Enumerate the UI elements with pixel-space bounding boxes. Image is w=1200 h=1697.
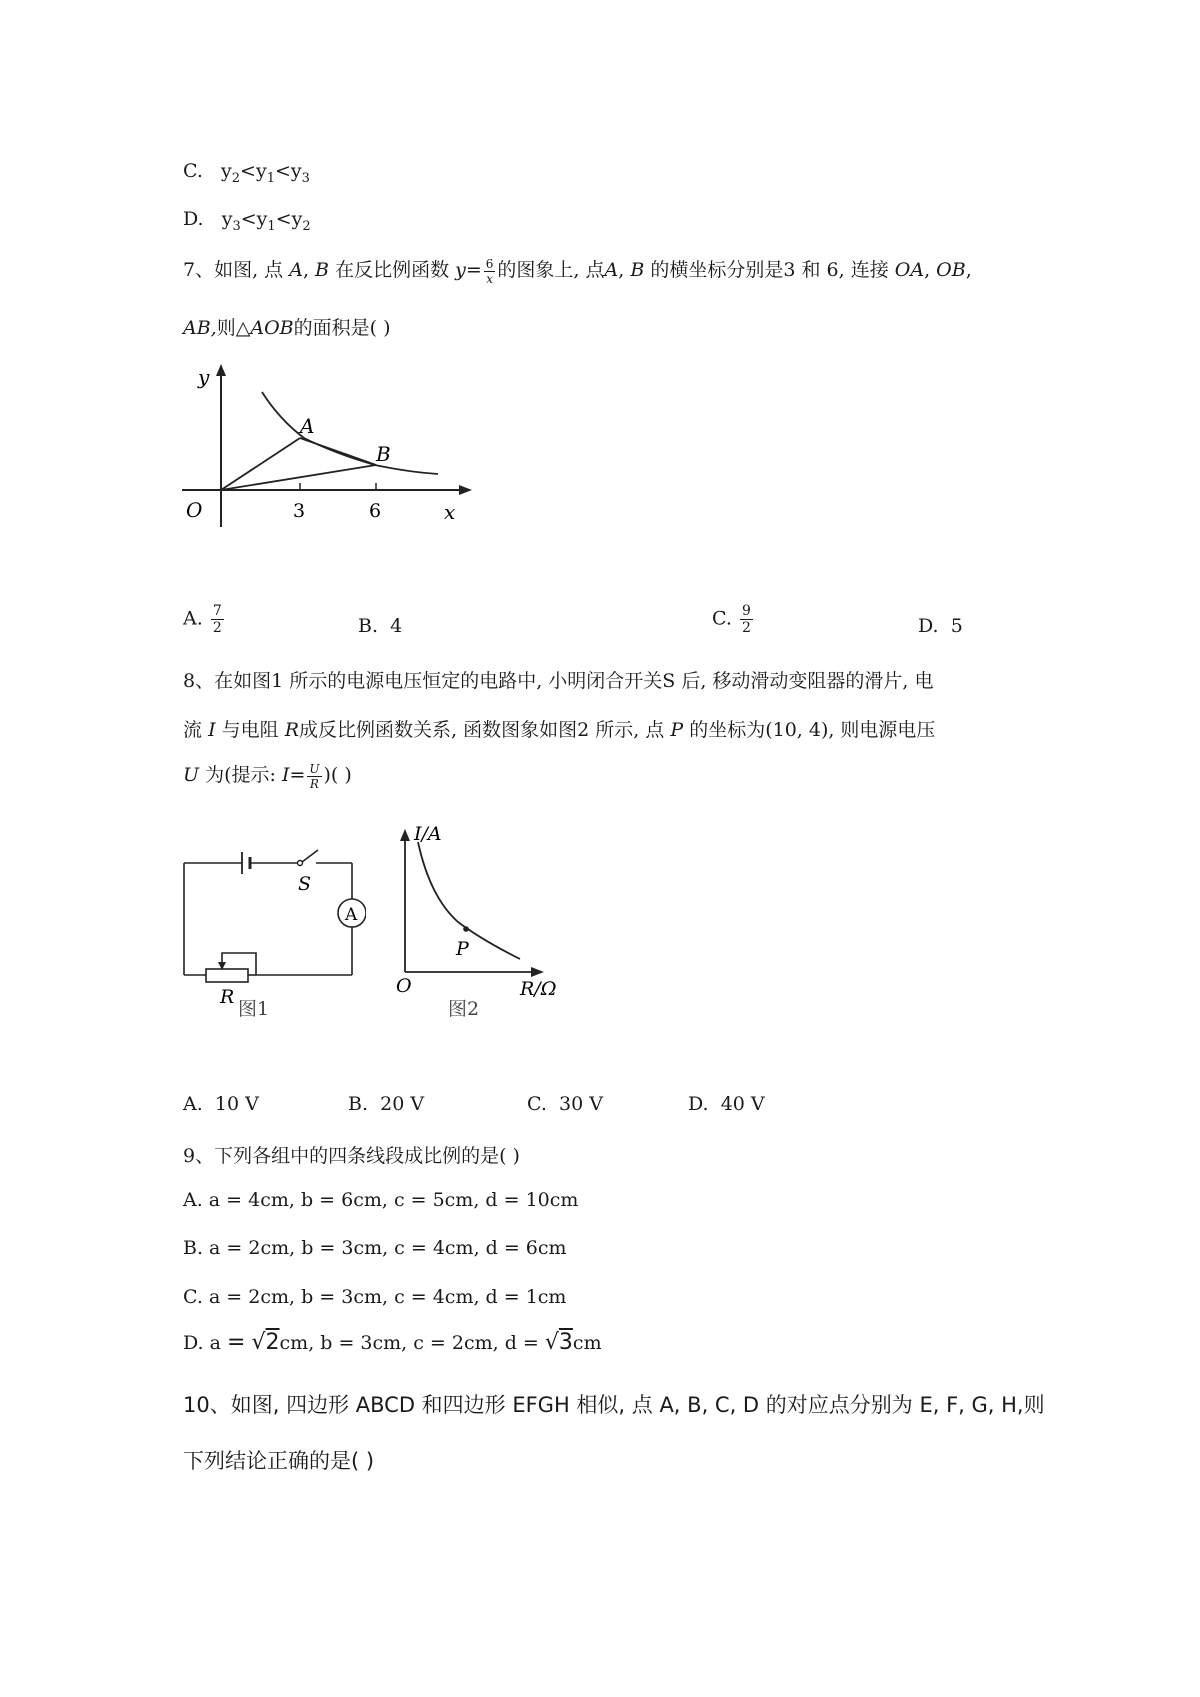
point-b-label: B bbox=[376, 442, 391, 466]
q8-option-a: A. 10 V bbox=[183, 1093, 259, 1115]
y-axis-arrow bbox=[400, 829, 410, 841]
figure-1-caption: 图1 bbox=[238, 998, 270, 1020]
hyperbola-curve bbox=[262, 392, 438, 474]
y-axis-label: y bbox=[198, 365, 210, 389]
origin-label: O bbox=[396, 975, 412, 997]
sqrt-symbol: √ bbox=[251, 1330, 266, 1355]
x-axis-label: R/Ω bbox=[520, 978, 557, 1000]
q10-stem-line-1: 10、如图, 四边形 ABCD 和四边形 EFGH 相似, 点 A, B, C, D 的对应点分别为 E, F, G, H,则 bbox=[183, 1393, 1045, 1417]
q8-graph-figure bbox=[388, 822, 568, 1022]
q8-stem-line-3: U 为(提示: I= $\frac{U}{R}$ )( ) bbox=[183, 761, 352, 791]
rheostat-slider bbox=[222, 953, 256, 975]
q7-option-c-fraction: $\frac{9}{2}$ bbox=[741, 603, 751, 636]
q10-stem-line-2: 下列结论正确的是( ) bbox=[183, 1449, 375, 1473]
resistor-label: R bbox=[220, 986, 235, 1008]
q7-stem-line-1: 7、如图, 点 A, B 在反比例函数 y= $\frac{6}{x}$ 的图象上, 点A, B 的横坐标分别是3 和 6, 连接 OA, OB, bbox=[183, 256, 972, 286]
q6-option-c: C. $y_2<y_1<y_3$ bbox=[183, 160, 310, 186]
point-p-label: P bbox=[456, 938, 469, 960]
q8-hint-fraction: $\frac{U}{R}$ bbox=[309, 761, 320, 791]
q7-option-a-fraction: $\frac{7}{2}$ bbox=[212, 603, 222, 636]
q6-option-d: D. $y_3<y_1<y_2$ bbox=[183, 208, 311, 234]
x-axis-arrow bbox=[459, 485, 472, 495]
inverse-curve bbox=[418, 842, 520, 959]
q8-circuit-figure bbox=[176, 840, 366, 1020]
segment-ab bbox=[300, 438, 376, 465]
q9-stem: 9、下列各组中的四条线段成比例的是( ) bbox=[183, 1145, 520, 1167]
y-axis-label: I/A bbox=[414, 823, 442, 845]
origin-label: O bbox=[186, 498, 203, 522]
tick-6-label: 6 bbox=[369, 500, 382, 522]
x-axis-arrow bbox=[531, 967, 544, 977]
segment-oa bbox=[221, 438, 300, 490]
sqrt-symbol: √ bbox=[544, 1330, 559, 1355]
figure-2-caption: 图2 bbox=[448, 998, 480, 1020]
ammeter-label: A bbox=[345, 905, 358, 925]
q8-option-b: B. 20 V bbox=[348, 1093, 425, 1115]
q7-stem-line-2: AB,则△AOB的面积是( ) bbox=[183, 317, 391, 339]
q9-option-b: B. a = 2cm, b = 3cm, c = 4cm, d = 6cm bbox=[183, 1237, 567, 1259]
rheostat-body bbox=[206, 969, 248, 982]
q9-option-a: A. a = 4cm, b = 6cm, c = 5cm, d = 10cm bbox=[183, 1189, 579, 1211]
switch-label: S bbox=[298, 873, 312, 895]
segment-ob bbox=[221, 465, 376, 490]
switch-blade bbox=[302, 850, 318, 862]
q9-option-d: D. a = √2cm, b = 3cm, c = 2cm, d = √3cm bbox=[183, 1330, 602, 1355]
q8-option-d: D. 40 V bbox=[688, 1093, 765, 1115]
q9-option-c: C. a = 2cm, b = 3cm, c = 4cm, d = 1cm bbox=[183, 1286, 567, 1308]
q7-option-d: D. 5 bbox=[918, 615, 963, 637]
q8-stem-line-1: 8、在如图1 所示的电源电压恒定的电路中, 小明闭合开关S 后, 移动滑动变阻器的滑片, 电 bbox=[183, 670, 934, 692]
x-axis-label: x bbox=[444, 500, 456, 524]
q7-figure bbox=[176, 362, 476, 532]
y-axis-arrow bbox=[216, 364, 226, 376]
tick-3-label: 3 bbox=[293, 500, 306, 522]
q8-option-c: C. 30 V bbox=[527, 1093, 603, 1115]
q8-stem-line-2: 流 I 与电阻 R成反比例函数关系, 函数图象如图2 所示, 点 P 的坐标为(10, 4), 则电源电压 bbox=[183, 719, 936, 741]
q7-option-b: B. 4 bbox=[358, 615, 403, 637]
q7-fraction: $\frac{6}{x}$ bbox=[485, 256, 494, 286]
q7-option-a: A. $\frac{7}{2}$ bbox=[183, 603, 222, 636]
point-p bbox=[463, 926, 469, 932]
q7-option-c: C. $\frac{9}{2}$ bbox=[712, 603, 751, 636]
point-a-label: A bbox=[300, 414, 315, 438]
